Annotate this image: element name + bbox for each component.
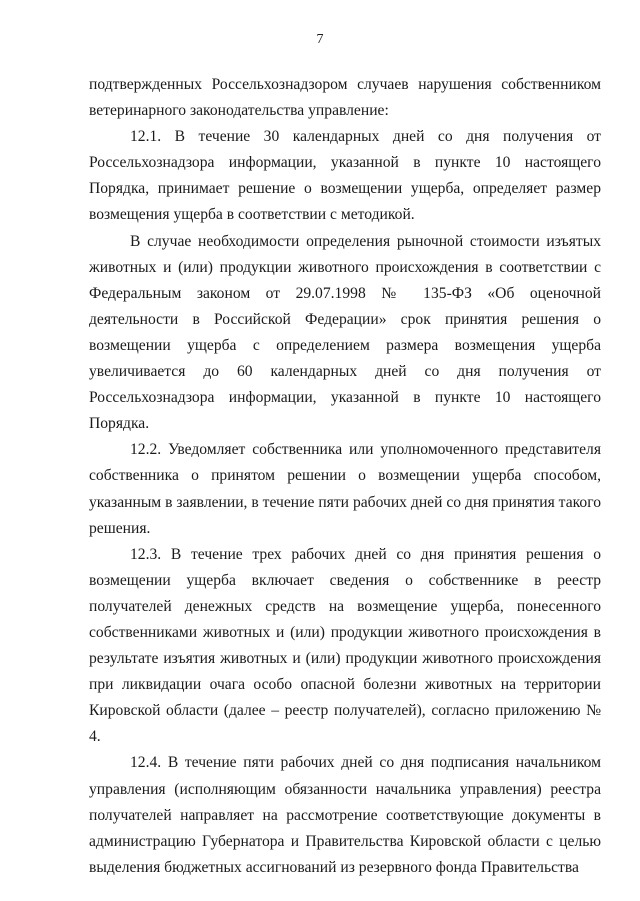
document-body bbox=[89, 72, 601, 881]
paragraph-12-4: 12.4. В течение пяти рабочих дней со дня подписания начальником управления (исполняющим обязанности начальника управления) реестра получателей направляет на рассмотрение соответствующие документы в администрацию Губернатора и Правительства Кировской области с целью выделения бюджетных ассигнований из резервного фонда Правительства bbox=[89, 754, 601, 876]
paragraph-market-value: В случае необходимости определения рыночной стоимости изъятых животных и (или) продукции животного происхождения в соответствии с Федеральным законом от 29.07.1998 № 135-ФЗ «Об оценочной деятельности в Российской Федерации» срок принятия решения о возмещении ущерба с определением размера возмещения ущерба увеличивается до 60 календарных дней со дня получения от Россельхознадзора информации, указанной в пункте 10 настоящего Порядка. bbox=[89, 232, 601, 433]
paragraph-continuation: подтвержденных Россельхознадзором случаев нарушения собственником ветеринарного законодательства управление: bbox=[89, 76, 601, 120]
paragraph-12-3: 12.3. В течение трех рабочих дней со дня принятия решения о возмещении ущерба включает сведения о собственнике в реестр получателей денежных средств на возмещение ущерба, понесенного собственниками животных и (или) продукции животного происхождения в результате изъятия животных и (или) продукции животного происхождения при ликвидации очага особо опасной болезни животных на территории Кировской области (далее – реестр получателей), согласно приложению № 4. bbox=[89, 545, 601, 746]
paragraph-12-2: 12.2. Уведомляет собственника или уполномоченного представителя собственника о принятом решении о возмещении ущерба способом, указанным в заявлении, в течение пяти рабочих дней со дня принятия такого решения. bbox=[89, 441, 601, 537]
paragraph-12-1: 12.1. В течение 30 календарных дней со дня получения от Россельхознадзора информации, указанной в пункте 10 настоящего Порядка, принимает решение о возмещении ущерба, определяет размер возмещения ущерба в соответствии с методикой. bbox=[89, 128, 601, 224]
page-number: 7 bbox=[316, 32, 324, 47]
